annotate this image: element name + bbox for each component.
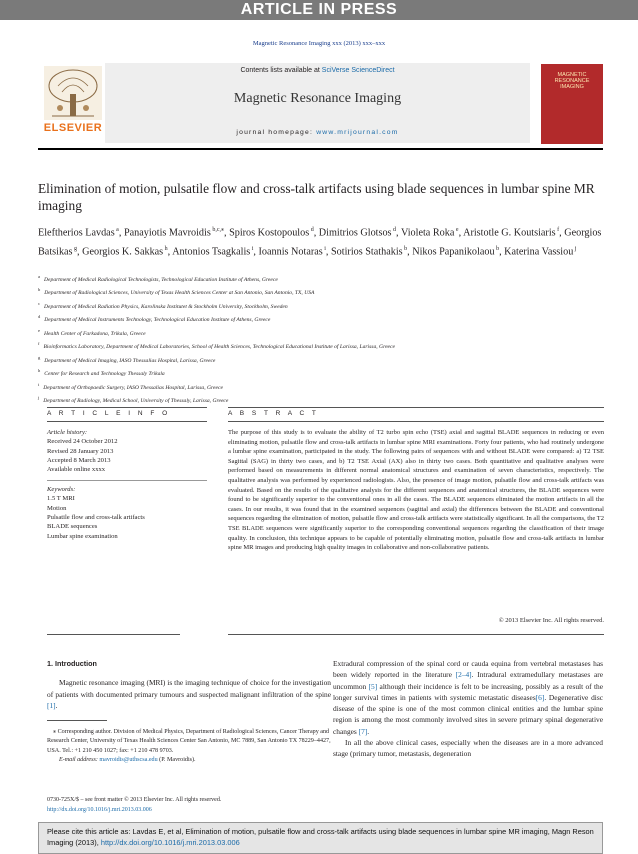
affiliation-text: Department of Medical Radiation Physics, Karolinska Institutet & Stockholm University, Stockholm, Sweden: [44, 303, 288, 310]
email-link[interactable]: mavroidis@uthscsa.edu: [99, 757, 158, 764]
author-name: Ioannis Notaras: [258, 246, 323, 258]
abstract-heading: A B S T R A C T: [228, 410, 319, 417]
affiliation-item: [38, 339, 608, 352]
paragraph-text: although their incidence is felt to be increasing, possibly as a result of the longer survival times in patients with systemic metastatic diseases: [333, 681, 603, 702]
journal-title: Magnetic Resonance Imaging: [233, 91, 402, 106]
intro-column-2: [333, 658, 603, 760]
keyword-item: Motion: [47, 504, 67, 512]
journal-homepage: [105, 129, 530, 136]
history-accepted: Accepted 8 March 2013: [47, 456, 111, 464]
paragraph-text: Magnetic resonance imaging (MRI) is the imaging technique of choice for the investigation of patients with documented primary tumours and suspected malignant infiltration of the spine: [47, 678, 331, 699]
homepage-prefix: journal homepage:: [236, 129, 317, 136]
affiliation-text: Department of Radiological Sciences, University of Texas Health Sciences Center at San Antonio, San Antonio, TX, USA: [44, 290, 315, 297]
author-affiliation-marker[interactable]: g: [72, 246, 78, 253]
header-divider: [38, 148, 603, 150]
article-info: [47, 428, 207, 541]
info-divider: [47, 480, 207, 481]
affiliation-item: [38, 366, 608, 379]
author-name: Aristotle G. Koutsiaris: [463, 227, 556, 239]
author-affiliation-marker[interactable]: e: [454, 227, 459, 233]
journal-citation: Magnetic Resonance Imaging xxx (2013) xxx–xxx: [252, 40, 386, 47]
journal-cover-title: MAGNETIC RESONANCE IMAGING: [554, 72, 590, 90]
email-suffix: (P. Mavroidis).: [157, 757, 196, 764]
author-name: Panayiotis Mavroidis: [123, 227, 211, 239]
footnote-text: ⁎ Corresponding author. Division of Medical Physics, Department of Radiological Sciences, Cancer Therapy and Research Center, University of Texas Health Sciences Center San Antonio, MC 7889, San Antonio TX 78229–4427, USA. Tel.: +1 210 450 1027; fax: +1 210 478 9703.: [47, 729, 331, 754]
affiliation-key: c: [38, 300, 40, 306]
citation-text: Please cite this article as: Lavdas E, et al, Elimination of motion, pulsatile flow and cross-talk artifacts using blade sequences in lumbar spine MR imaging, Magn Reson Imaging (2013),: [47, 827, 594, 847]
citation-notice-box: [38, 822, 603, 854]
affiliation-key: a: [38, 274, 40, 279]
history-revised: Revised 28 January 2013: [47, 447, 114, 455]
reference-link[interactable]: [5]: [368, 681, 378, 691]
info-heading-rule: [47, 421, 207, 422]
paragraph-text: .: [367, 726, 370, 736]
section-heading: 1. Introduction: [47, 659, 97, 668]
author-name: Sotirios Stathakis: [331, 246, 403, 258]
author-affiliation-marker[interactable]: i: [322, 246, 326, 253]
affiliation-key: h: [38, 368, 41, 374]
intro-column-1: [47, 658, 331, 711]
reference-link[interactable]: [7]: [358, 726, 368, 736]
keyword-item: BLADE sequences: [47, 523, 98, 531]
affiliation-item: [38, 312, 608, 325]
affiliation-item: [38, 380, 608, 393]
affiliation-key: b: [38, 287, 41, 293]
author-affiliation-marker[interactable]: h: [163, 246, 168, 253]
article-in-press-banner: ARTICLE IN PRESS: [0, 0, 638, 20]
affiliation-text: Department of Orthopaedic Surgery, IASO Thessalias Hospital, Larissa, Greece: [43, 384, 223, 391]
copyright-notice: © 2013 Elsevier Inc. All rights reserved.: [498, 617, 604, 624]
homepage-link[interactable]: www.mrijournal.com: [316, 129, 399, 136]
author-affiliation-marker[interactable]: i: [250, 246, 254, 253]
affiliation-key: d: [38, 314, 41, 320]
affiliation-key: f: [38, 341, 40, 347]
article-title: Elimination of motion, pulsatile flow and cross-talk artifacts using blade sequences in lumbar spine MR imaging: [38, 181, 595, 213]
paragraph-text: . Intradural extramedullary metastases are uncommon: [333, 670, 603, 691]
footnote-rule: [47, 720, 107, 721]
author-affiliation-marker[interactable]: b: [402, 246, 408, 253]
affiliation-item: [38, 326, 608, 339]
affiliation-item: [38, 272, 608, 285]
publisher-logo-text: ELSEVIER: [43, 122, 103, 134]
paragraph-text: .: [55, 700, 58, 710]
abstract-bottom-rule: [228, 634, 604, 635]
author-affiliation-marker[interactable]: j: [573, 246, 577, 253]
reference-link[interactable]: [6]: [535, 692, 545, 702]
paragraph-text: . Degenerative disc disease of the spine is one of the most common clinical entities and the lumbar spine region is among the most commonly involved sites in severe primary spinal degenerative changes: [333, 692, 603, 736]
affiliation-item: [38, 353, 608, 366]
abstract-top-rule: [228, 407, 604, 408]
issn-block: [47, 796, 347, 815]
keyword-item: Pulsatile flow and cross-talk artifacts: [47, 513, 145, 521]
affiliation-item: [38, 299, 608, 312]
author-name: Georgios K. Sakkas: [82, 246, 164, 258]
keyword-item: Lumbar spine examination: [47, 532, 118, 540]
author-name: Violeta Roka: [400, 227, 455, 239]
affiliation-text: Department of Medical Instruments Technology, Technological Education Institute of Athens, Greece: [44, 317, 271, 324]
affiliation-text: Department of Medical Imaging, IASO Thessalias Hospital, Larissa, Greece: [44, 357, 216, 364]
contents-line: [105, 67, 530, 74]
author-name: Dimitrios Glotsos: [318, 227, 392, 239]
paragraph-text: Extradural compression of the spinal cord or cauda equina from vertebral metastases has been widely reported in the literature: [333, 659, 603, 680]
affiliation-key: g: [38, 354, 41, 360]
affiliation-text: Health Center of Farkadona, Trikala, Greece: [44, 330, 146, 337]
affiliation-text: Department of Medical Radiological Technologists, Technological Education Institute of Athens, Greece: [44, 276, 278, 283]
keyword-item: 1.5 T MRI: [47, 495, 75, 503]
affiliation-text: Center for Research and Technology Thessaly Trikala: [44, 371, 165, 378]
citation-doi-link[interactable]: http://dx.doi.org/10.1016/j.mri.2013.03.006: [100, 838, 240, 847]
corresponding-author-footnote: [47, 728, 331, 766]
reference-link[interactable]: [1]: [47, 700, 56, 710]
affiliation-text: Department of Radiology, Medical School, University of Thessaly, Larissa, Greece: [43, 397, 229, 404]
info-bottom-rule: [47, 634, 180, 635]
affiliation-key: j: [38, 395, 40, 401]
author-name: Eleftherios Lavdas: [38, 227, 115, 239]
intro-paragraph-2: [333, 658, 603, 737]
info-top-rule: [47, 407, 207, 408]
article-info-heading: A R T I C L E I N F O: [47, 410, 171, 417]
author-name: Katerina Vassiou: [504, 246, 574, 258]
affiliation-text: Bioinformatics Laboratory, Department of Medical Laboratories, School of Health Sciences, Technological Educational Institute of Larissa, Larissa, Greece: [43, 344, 396, 351]
email-label: E-mail address:: [59, 757, 100, 764]
front-matter-line: 0730-725X/$ – see front matter © 2013 Elsevier Inc. All rights reserved.: [47, 797, 222, 803]
author-affiliation-marker[interactable]: d: [391, 227, 397, 233]
sciencedirect-link[interactable]: SciVerse ScienceDirect: [321, 67, 395, 74]
history-received: Received 24 October 2012: [47, 438, 118, 446]
author-list: Eleftherios Lavdas $^a$, Panayiotis Mavroidis $^{b,c,⁎}$, Spiros Kostopoulos $^d$, Dimitrios Glotsos $^d$, Violeta Roka $^e$, Aristotle G. Koutsiaris $^f$, Georgios Batsikas $^g$, Georgios K. Sakkas $^h$, Antonios Tsagkalis $^i$, Ioannis Notaras $^i$, Sotirios Stathakis $^b$, Nikos Papanikolaou $^b$, Katerina Vassiou $^j$: [38, 227, 602, 258]
author-affiliation-marker[interactable]: b: [494, 246, 500, 253]
author-affiliation-marker[interactable]: f: [555, 227, 560, 233]
abstract-heading-rule: [228, 421, 604, 422]
intro-paragraph-1: [47, 677, 331, 711]
affiliation-item: [38, 393, 608, 406]
author-affiliation-marker[interactable]: a: [114, 227, 119, 233]
affiliation-item: [38, 285, 608, 298]
doi-link[interactable]: http://dx.doi.org/10.1016/j.mri.2013.03.006: [47, 806, 152, 813]
affiliation-list: [38, 272, 608, 407]
affiliation-key: i: [38, 381, 40, 387]
author-name: Georgios Batsikas: [38, 227, 602, 258]
history-label: Article history:: [47, 429, 88, 436]
reference-link[interactable]: [2–4]: [455, 670, 472, 680]
keywords-label: Keywords:: [47, 486, 76, 494]
contents-prefix: Contents lists available at: [240, 67, 322, 74]
author-name: Antonios Tsagkalis: [172, 246, 251, 258]
history-online: Available online xxxx: [47, 466, 106, 474]
author-name: Nikos Papanikolaou: [412, 246, 495, 258]
affiliation-key: e: [38, 327, 40, 333]
author-affiliation-marker[interactable]: d: [309, 227, 314, 233]
author-name: Spiros Kostopoulos: [229, 227, 310, 239]
author-affiliation-marker[interactable]: b,c,⁎: [210, 227, 224, 233]
intro-paragraph-3: In all the above clinical cases, especially when the diseases are in a more advanced stage (primary tumor, metastasis, degeneration: [333, 738, 603, 759]
abstract-text: The purpose of this study is to evaluate the ability of T2 turbo spin echo (TSE) axial and sagittal BLADE sequences in reducing or even eliminating motion, pulsatile flow and cross-talk artifacts in lumbar spine MRI examinations. Forty four patients, who had routinely undergone a lumbar spine examination, participated in the study. The following pairs of sequences with and without BLADE were compared: a) T2 TSE Sagittal (SAG) in thirty two cases, and b) T2 TSE Axial (AX) also in thirty two cases. Both quantitative and qualitative analyses were performed based on measurements in different normal anatomical structures and examination of seven characteristics, respectively. The qualitative analysis was performed by experienced radiologists. Also, the presence of image motion, pulsatile flow and cross-talk artifacts was evaluated. Based on the results of the qualitative analysis for the different sequences and anatomical structures, the BLADE sequences were found to be significantly superior to the conventional ones in all the cases. The BLADE sequences eliminated the motion artifacts in all the cases. In our results, it was found that in the examined sequences (sagittal and axial) the differences between the BLADE and conventional sequences regarding the elimination of motion, pulsatile flow and cross-talk artifacts were statistically significant. In all the comparisons, the T2 TSE BLADE sequences were significantly superior to the corresponding conventional sequences regarding the classification of their image quality. In conclusion, this technique appears to be capable of potentially eliminating motion, pulsatile flow and cross-talk artifacts in lumbar spine MR images and producing high quality images in collaborative and non-collaborative patients.: [228, 429, 604, 552]
